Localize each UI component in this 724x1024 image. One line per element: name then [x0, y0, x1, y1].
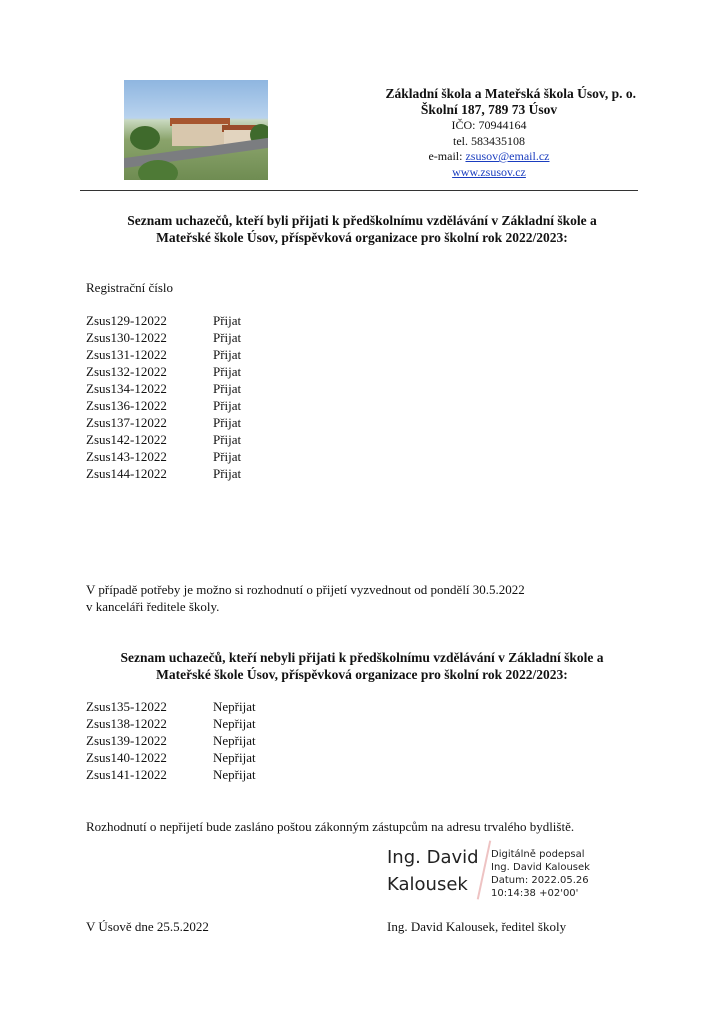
reg-code: Zsus131-12022	[86, 347, 167, 362]
reg-code: Zsus142-12022	[86, 432, 167, 447]
table-row	[86, 414, 241, 431]
table-row	[86, 749, 256, 766]
accepted-title-line1: Seznam uchazečů, kteří byli přijati k předškolnímu vzdělávání v Základní škole a	[127, 213, 597, 228]
signature-info-line1: Digitálně podepsal	[491, 849, 585, 860]
status: Přijat	[213, 313, 242, 328]
signature-name-line2: Kalousek	[387, 874, 468, 895]
status: Přijat	[213, 398, 242, 413]
reg-number-label: Registrační číslo	[86, 280, 174, 295]
table-row	[86, 363, 241, 380]
status: Nepřijat	[213, 733, 256, 748]
reg-code: Zsus135-12022	[86, 699, 167, 714]
phone: tel. 583435108	[453, 133, 525, 148]
pickup-note-line2: v kanceláři ředitele školy.	[86, 599, 220, 614]
signature-info-line3: Datum: 2022.05.26	[491, 875, 589, 886]
reg-code: Zsus134-12022	[86, 381, 167, 396]
rejected-title	[80, 649, 644, 683]
status: Nepřijat	[213, 699, 256, 714]
table-row	[86, 346, 241, 363]
signature-info-line4: 10:14:38 +02'00'	[491, 888, 579, 899]
school-photo	[124, 80, 268, 180]
school-address: Školní 187, 789 73 Úsov	[420, 102, 558, 117]
status: Přijat	[213, 381, 242, 396]
accepted-list	[86, 312, 241, 482]
ico: IČO: 70944164	[451, 118, 527, 132]
email-link[interactable]: zsusov@email.cz	[465, 149, 550, 163]
postal-note: Rozhodnutí o nepřijetí bude zasláno poštou zákonným zástupcům na adresu trvalého bydliště.	[86, 819, 575, 834]
status: Přijat	[213, 415, 242, 430]
reg-code: Zsus141-12022	[86, 767, 167, 782]
reg-code: Zsus132-12022	[86, 364, 167, 379]
school-name: Základní škola a Mateřská škola Úsov, p. o.	[385, 86, 636, 101]
reg-code: Zsus137-12022	[86, 415, 167, 430]
table-row	[86, 732, 256, 749]
accepted-title-line2: Mateřské škole Úsov, příspěvková organizace pro školní rok 2022/2023:	[156, 230, 568, 245]
table-row	[86, 312, 241, 329]
status: Nepřijat	[213, 716, 256, 731]
table-row	[86, 715, 256, 732]
place-date: V Úsově dne 25.5.2022	[86, 919, 209, 934]
table-row	[86, 329, 241, 346]
rejected-title-line2: Mateřské škole Úsov, příspěvková organizace pro školní rok 2022/2023:	[156, 667, 568, 682]
signatory: Ing. David Kalousek, ředitel školy	[387, 919, 567, 934]
signature-mark	[477, 840, 491, 899]
status: Nepřijat	[213, 750, 256, 765]
reg-code: Zsus144-12022	[86, 466, 167, 481]
rejected-title-line1: Seznam uchazečů, kteří nebyli přijati k předškolnímu vzdělávání v Základní škole a	[120, 650, 604, 665]
status: Nepřijat	[213, 767, 256, 782]
table-row	[86, 448, 241, 465]
reg-code: Zsus138-12022	[86, 716, 167, 731]
contact-block	[404, 118, 574, 180]
table-row	[86, 698, 256, 715]
signature-info	[491, 848, 590, 900]
signature-info-line2: Ing. David Kalousek	[491, 862, 590, 873]
header-divider	[80, 190, 638, 191]
status: Přijat	[213, 432, 242, 447]
status: Přijat	[213, 364, 242, 379]
signature-name-line1: Ing. David	[387, 847, 479, 868]
email-line	[404, 149, 574, 165]
web-link[interactable]: www.zsusov.cz	[452, 164, 526, 179]
pickup-note-line1: V případě potřeby je možno si rozhodnutí o přijetí vyzvednout od pondělí 30.5.2022	[86, 582, 525, 597]
reg-code: Zsus129-12022	[86, 313, 167, 328]
reg-code: Zsus143-12022	[86, 449, 167, 464]
status: Přijat	[213, 466, 242, 481]
status: Přijat	[213, 347, 242, 362]
status: Přijat	[213, 449, 242, 464]
reg-code: Zsus136-12022	[86, 398, 167, 413]
reg-code: Zsus139-12022	[86, 733, 167, 748]
reg-code: Zsus130-12022	[86, 330, 167, 345]
table-row	[86, 465, 241, 482]
reg-code: Zsus140-12022	[86, 750, 167, 765]
accepted-title	[80, 212, 644, 246]
status: Přijat	[213, 330, 242, 345]
email-label: e-mail:	[428, 149, 466, 163]
table-row	[86, 380, 241, 397]
table-row	[86, 431, 241, 448]
rejected-list	[86, 698, 256, 783]
table-row	[86, 397, 241, 414]
signature-name	[387, 844, 479, 898]
pickup-note	[86, 581, 525, 615]
table-row	[86, 766, 256, 783]
